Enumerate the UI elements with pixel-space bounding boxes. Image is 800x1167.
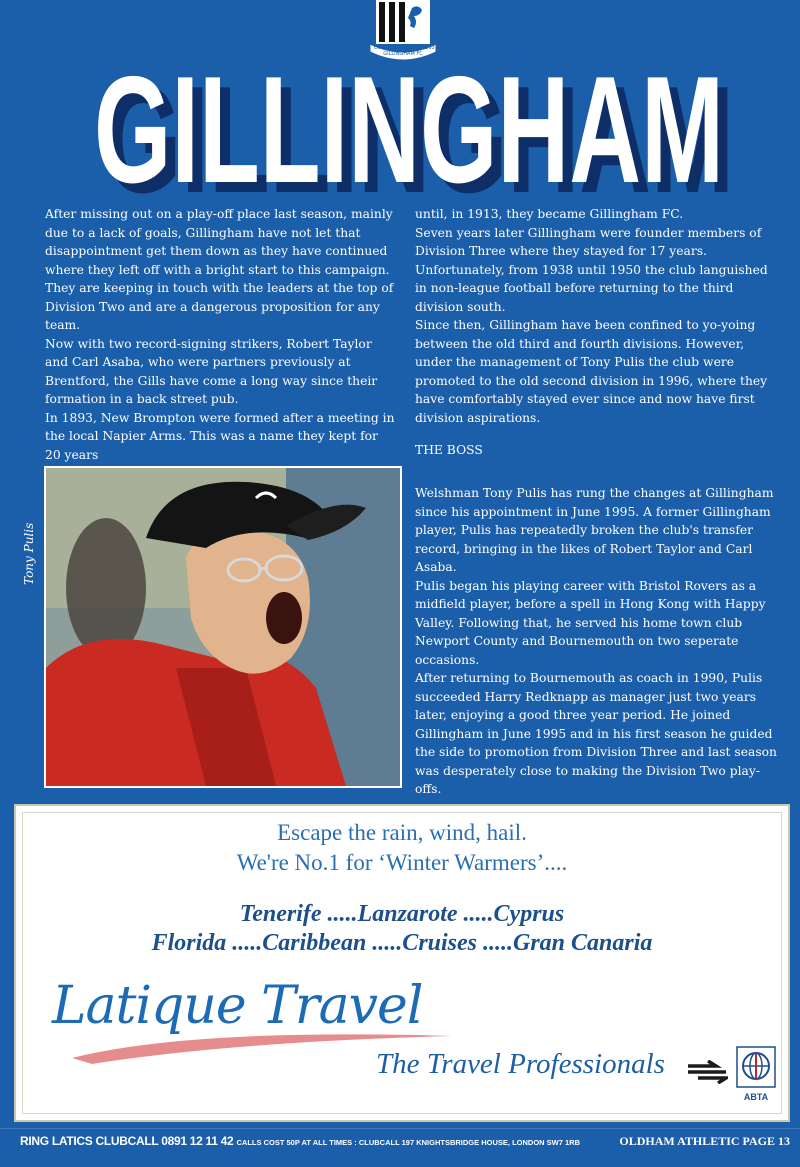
- article-paragraph: After missing out on a play-off place last season, mainly due to a lack of goals, Gillingham have not let that disappointment get them down as they have continued where they left off with a bright start to this campaign. They are keeping in touch with the leaders at the top of Division Two and are a dangerous proposition for any team.: [45, 207, 394, 332]
- rail-icon: [686, 1060, 728, 1084]
- article-paragraph: Since then, Gillingham have been confined to yo-yoing between the old third and fourth divisions. However, under the management of Tony Pulis the club were promoted to the old second division in 1996, where they have comfortably stayed ever since and now have first division aspirations.: [415, 318, 768, 425]
- article-paragraph: until, in 1913, they became Gillingham FC.: [415, 207, 684, 221]
- manager-illustration: [46, 468, 400, 786]
- masthead-title-text: GILLINGHAM: [94, 52, 724, 202]
- masthead-title: [84, 52, 734, 202]
- svg-text:EST: EST: [374, 45, 384, 51]
- clubcall-terms: CALLS COST 50P AT ALL TIMES : CLUBCALL 197 KNIGHTSBRIDGE HOUSE, LONDON SW7 1RB: [236, 1138, 580, 1147]
- clubcall-number: RING LATICS CLUBCALL 0891 12 11 42: [20, 1134, 234, 1148]
- boss-paragraph: Welshman Tony Pulis has rung the changes at Gillingham since his appointment in June 1995. A former Gillingham player, Pulis has repeatedly broken the club's transfer record, bringing in the likes of Robert Taylor and Carl Asaba.: [415, 486, 774, 574]
- clubcall-line: [20, 1134, 580, 1148]
- photo-caption: Tony Pulis: [22, 522, 36, 585]
- abta-label: ABTA: [743, 1092, 769, 1102]
- photo-image: [46, 468, 400, 786]
- article-left-column: [45, 205, 397, 464]
- logo-text: Latique Travel: [52, 976, 423, 1036]
- boss-paragraph: After returning to Bournemouth as coach in 1990, Pulis succeeded Harry Redknapp as manager just two years later, enjoying a good three year period. He joined Gillingham in June 1995 and in his first season he guided the side to promotion from Division Three and last season was desperately close to making the Division Two play-offs.: [415, 671, 777, 796]
- article-paragraph: Seven years later Gillingham were founder members of Division Three where they stayed for 17 years.: [415, 225, 762, 258]
- svg-text:GILLINGHAM: GILLINGHAM: [104, 55, 734, 202]
- advert-headline-1: Escape the rain, wind, hail.: [277, 820, 527, 845]
- page-folio: [619, 1134, 790, 1149]
- advert-destinations-1: Tenerife .....Lanzarote .....Cyprus: [239, 901, 565, 927]
- boss-paragraph: Pulis began his playing career with Bristol Rovers as a midfield player, before a spell in Hong Kong with Happy Valley. Following that, he served his home town club Newport County and Bournemouth on two seperate occasions.: [415, 578, 766, 667]
- page-footer: [0, 1128, 800, 1167]
- advert-tagline: The Travel Professionals: [376, 1048, 665, 1080]
- publication-name: OLDHAM ATHLETIC: [619, 1134, 740, 1148]
- svg-text:GILLINGHAM FC: GILLINGHAM FC: [383, 51, 423, 57]
- article-paragraph: Now with two record-signing strikers, Robert Taylor and Carl Asaba, who were partners previously at Brentford, the Gills have come a long way since their formation in a back street pub.: [45, 336, 378, 406]
- article-right-column: [415, 205, 775, 427]
- article-paragraph: In 1893, New Brompton were formed after a meeting in the local Napier Arms. This was a name they kept for 20 years: [45, 410, 395, 462]
- boss-column: [415, 484, 777, 799]
- article-paragraph: Unfortunately, from 1938 until 1950 the club languished in non-league football before returning to the third division south.: [415, 262, 768, 314]
- abta-globe-icon: [736, 1046, 776, 1088]
- abta-badge: [736, 1046, 776, 1102]
- boss-heading: THE BOSS: [415, 443, 483, 457]
- page-number: PAGE 13: [742, 1134, 790, 1148]
- svg-text:1893: 1893: [422, 45, 435, 51]
- masthead: [84, 52, 734, 202]
- advert-destinations-2: Florida .....Caribbean .....Cruises .....Gran Canaria: [151, 930, 653, 956]
- manager-photo: [44, 466, 402, 788]
- advert-headline-2: We're No.1 for ‘Winter Warmers’....: [236, 850, 568, 875]
- travel-advert: [14, 804, 790, 1122]
